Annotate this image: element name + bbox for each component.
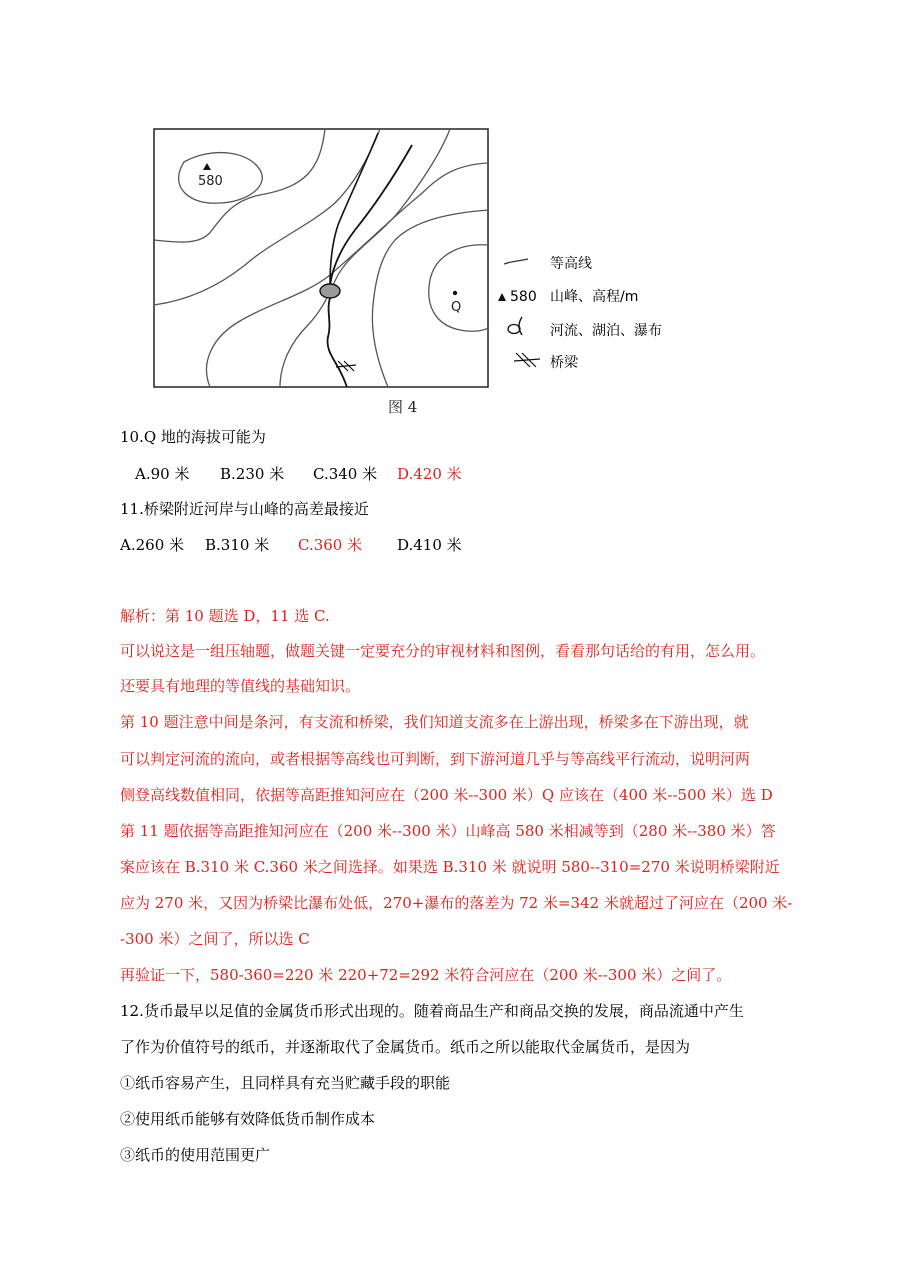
q11-stem: 11.桥梁附近河岸与山峰的高差最接近 (120, 500, 369, 518)
peak-icon (203, 163, 211, 170)
q11-option-d: D.410 米 (397, 536, 462, 554)
q12-stem-line1: 12.货币最早以足值的金属货币形式出现的。随着商品生产和商品交换的发展，商品流通中产生 (120, 1002, 744, 1020)
q12-item-1: ①纸币容易产生，且同样具有充当贮藏手段的职能 (120, 1074, 451, 1092)
peak-elevation-label: 580 (198, 174, 223, 189)
contour-map-svg (150, 125, 710, 420)
lake-marker (320, 284, 340, 298)
analysis-line: -300 米）之间了，所以选 C (120, 930, 310, 948)
analysis-line: 侧登高线数值相同，依据等高距推知河应在（200 米--300 米）Q 应该在（400 米--500 米）选 D (120, 786, 773, 804)
contour-line (154, 129, 380, 305)
analysis-line: 应为 270 米，又因为桥梁比瀑布处低，270+瀑布的落差为 72 米=342 米就超过了河应在（200 米- (120, 894, 793, 912)
analysis-line: 还要具有地理的等值线的基础知识。 (120, 677, 361, 695)
q10-stem: 10.Q 地的海拔可能为 (120, 428, 266, 446)
q12-item-3: ③纸币的使用范围更广 (120, 1146, 271, 1164)
legend-contour-icon (504, 259, 528, 264)
legend-lake-icon (508, 325, 520, 334)
legend-contour-label: 等高线 (550, 256, 592, 272)
legend-peak-label: 山峰、高程/m (550, 289, 639, 305)
map-frame (154, 129, 488, 387)
analysis-line: 解析：第 10 题选 D，11 选 C. (120, 607, 330, 625)
analysis-line: 案应该在 B.310 米 C.360 米之间选择。如果选 B.310 米 就说明 580--310=270 米说明桥梁附近 (120, 858, 780, 876)
analysis-line: 第 10 题注意中间是条河，有支流和桥梁，我们知道支流多在上游出现，桥梁多在下游出现，就 (120, 713, 749, 731)
q11-option-b: B.310 米 (205, 536, 270, 554)
q12-item-2: ②使用纸币能够有效降低货币制作成本 (120, 1110, 376, 1128)
analysis-line: 可以判定河流的流向，或者根据等高线也可判断，到下游河道几乎与等高线平行流动，说明河两 (120, 750, 751, 768)
contour-line (280, 129, 450, 387)
contour-line (207, 163, 488, 387)
q11-option-a: A.260 米 (120, 536, 184, 554)
legend-water-label: 河流、湖泊、瀑布 (550, 323, 662, 339)
legend-river-icon (519, 317, 522, 335)
analysis-line: 第 11 题依据等高距推知河应在（200 米--300 米）山峰高 580 米相减等到（280 米--380 米）答 (120, 822, 776, 840)
q-point-dot (453, 291, 457, 295)
contour-line (372, 210, 488, 387)
river-main (327, 298, 347, 387)
analysis-line: 可以说这是一组压轴题，做题关键一定要充分的审视材料和图例，看看那句话给的有用，怎么用。 (120, 642, 766, 660)
legend-bridge-icon (514, 353, 540, 367)
q10-option-a: A.90 米 (135, 465, 190, 483)
contour-map-figure (150, 125, 710, 420)
figure-caption: 图 4 (388, 398, 418, 416)
q-point-label: Q (451, 300, 462, 315)
legend-bridge-label: 桥梁 (550, 355, 578, 371)
legend-peak-value: 580 (510, 289, 537, 305)
q10-option-c: C.340 米 (313, 465, 378, 483)
analysis-line: 再验证一下，580-360=220 米 220+72=292 米符合河应在（200 米--300 米）之间了。 (120, 966, 732, 984)
q11-option-c: C.360 米 (298, 536, 363, 554)
legend-peak-icon (498, 293, 506, 301)
q10-option-d: D.420 米 (397, 465, 462, 483)
contour-line-q (429, 245, 488, 331)
q12-stem-line2: 了作为价值符号的纸币，并逐渐取代了金属货币。纸币之所以能取代金属货币，是因为 (120, 1038, 691, 1056)
q10-option-b: B.230 米 (220, 465, 285, 483)
